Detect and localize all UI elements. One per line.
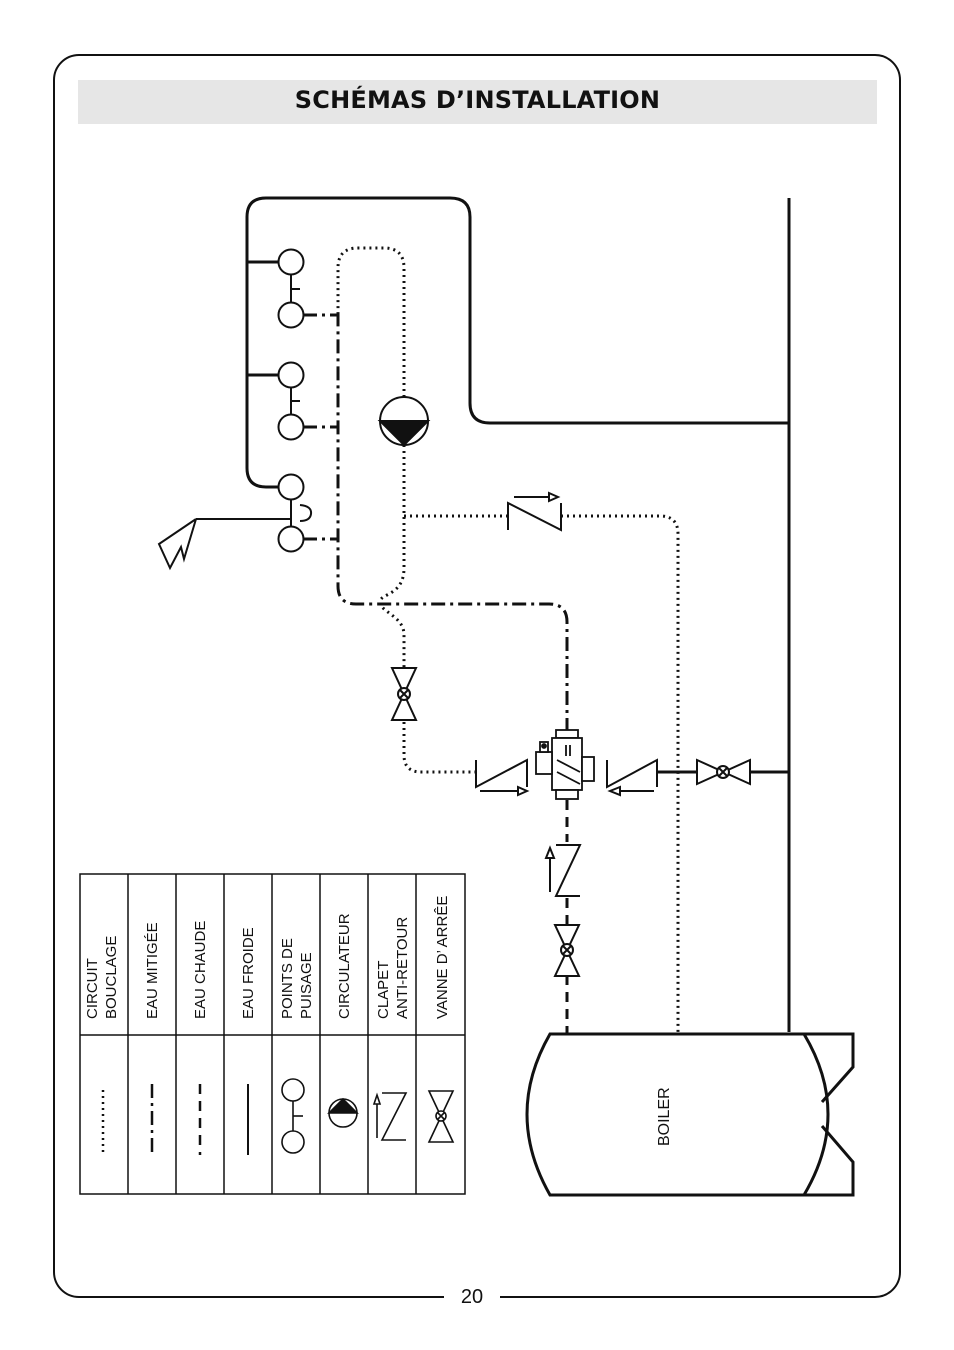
shutoff-valve-recirc-icon (392, 668, 416, 720)
tap-group-3-shower (159, 475, 311, 569)
legend-label-clapet-1: CLAPET (375, 960, 392, 1019)
mixed-water-network (303, 314, 567, 732)
legend-label-points-de-puisage-2: PUISAGE (298, 952, 315, 1019)
legend-circulator-icon (329, 1099, 357, 1127)
shower-head-icon (159, 519, 196, 568)
legend-label-eau-chaude: EAU CHAUDE (192, 920, 209, 1019)
page-title: SCHÉMAS D’INSTALLATION (294, 86, 661, 114)
boiler-label: BOILER (656, 1087, 673, 1146)
shutoff-valve-hot-icon (555, 925, 579, 976)
tap-group-1 (279, 250, 304, 328)
legend-label-circuit-bouclage-1: CIRCUIT (84, 958, 101, 1019)
check-valve-upper-icon (508, 493, 561, 530)
page-number: 20 (460, 1286, 484, 1308)
check-valve-hot-icon (546, 845, 580, 896)
boiler-tank (527, 1034, 853, 1195)
legend-label-eau-mitigee: EAU MITIGÉE (144, 922, 161, 1019)
legend-label-circuit-bouclage-2: BOUCLAGE (103, 935, 120, 1019)
check-valve-left-icon (476, 760, 527, 795)
check-valve-right-icon (607, 760, 657, 795)
circulator-pump-icon (380, 397, 428, 445)
legend-label-clapet-2: ANTI-RETOUR (394, 916, 411, 1019)
legend-label-vanne-arret: VANNE D’ ARRÊE (434, 895, 451, 1019)
tap-group-2 (279, 363, 304, 440)
legend-label-eau-froide: EAU FROIDE (240, 927, 257, 1019)
legend-label-points-de-puisage-1: POINTS DE (279, 938, 296, 1019)
shutoff-valve-cold-icon (697, 760, 750, 784)
mixing-valve-icon (536, 730, 594, 799)
legend-label-circulateur: CIRCULATEUR (336, 913, 353, 1019)
